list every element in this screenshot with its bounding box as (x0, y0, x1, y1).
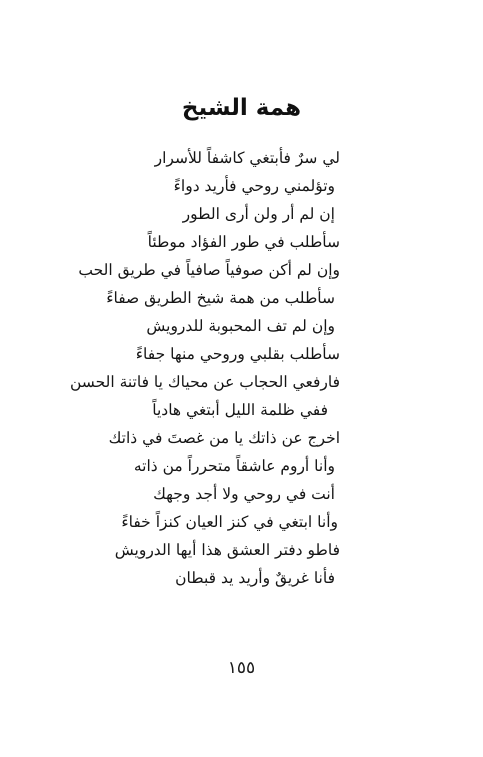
poem-line: وتؤلمني روحي فأريد دواءً (173, 177, 335, 195)
poem-line: وإن لم تف المحبوبة للدرويش (146, 317, 335, 335)
poem-line: لي سرٌ فأبتغي كاشفاً للأسرار (154, 149, 340, 167)
poem-line: فأنا غريقٌ وأريد يد قبطان (175, 569, 335, 587)
poem-line: وإن لم أكن صوفياً صافياً في طريق الحب (78, 261, 340, 279)
poem-line: فارفعي الحجاب عن محياك يا فاتنة الحسن (69, 373, 340, 391)
poem-line: وأنا أروم عاشقاً متحرراً من ذاته (133, 457, 335, 475)
poem-line: اخرج عن ذاتك يا من غصتَ في ذاتك (108, 429, 340, 447)
poem-line: سأطلب في طور الفؤاد موطئاً (147, 233, 340, 251)
poem-line: فاطو دفتر العشق هذا أيها الدرويش (114, 541, 340, 559)
poem-line: سأطلب من همة شيخ الطريق صفاءً (106, 289, 335, 307)
poem-line: أنت في روحي ولا أجد وجهك (153, 485, 335, 503)
poem-line: ففي ظلمة الليل أبتغي هادياً (152, 401, 328, 419)
poem-line: وأنا ابتغي في كنز العيان كنزاً خفاءً (121, 513, 338, 531)
page-number: ١٥٥ (227, 658, 256, 678)
poem-title: همة الشيخ (181, 95, 302, 121)
poem-line: إن لم أر ولن أرى الطور (182, 205, 335, 223)
poem-line: سأطلب بقلبي وروحي منها جفاءً (135, 345, 340, 363)
